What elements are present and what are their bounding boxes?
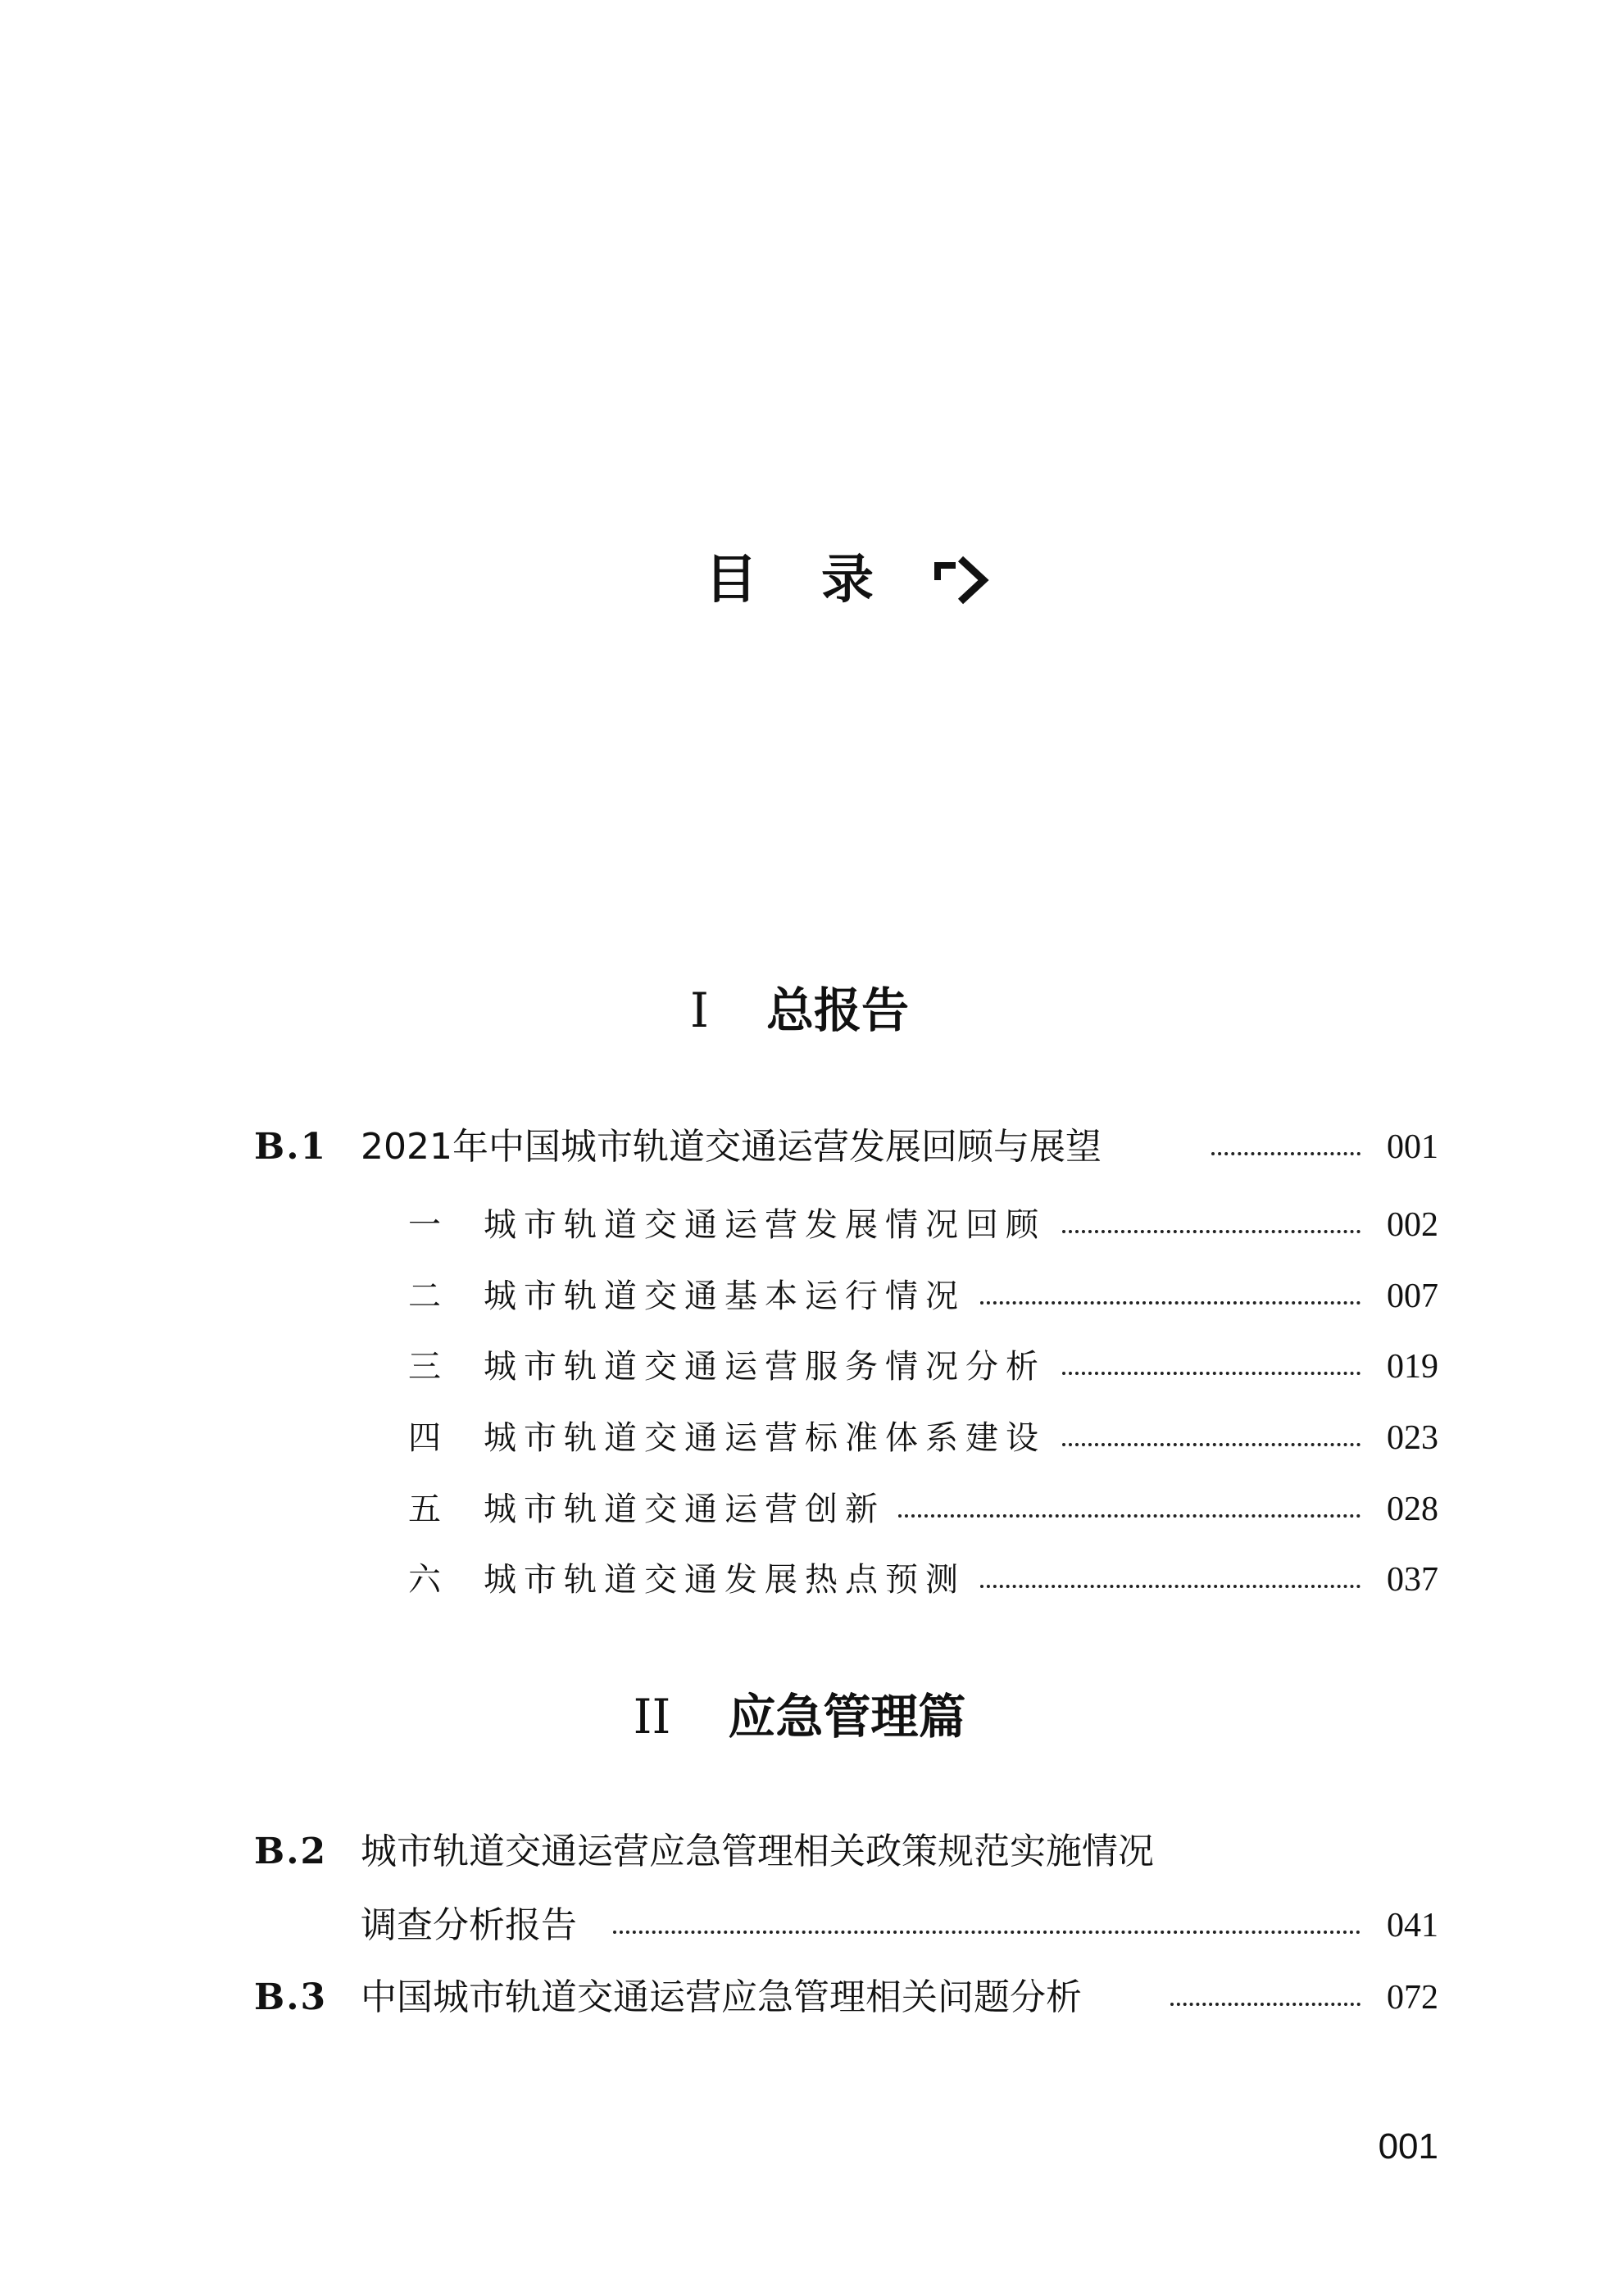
part-numeral: I — [690, 982, 709, 1038]
dot-leader — [613, 1931, 1361, 1934]
toc-section[interactable] — [0, 1342, 1599, 1391]
section-title: 城市轨道交通运营标准体系建设 — [484, 1419, 1046, 1457]
entry-page: 041 — [1387, 1907, 1438, 1944]
part-numeral: II — [633, 1689, 671, 1745]
toc-entry-b2-cont[interactable] — [0, 1901, 1599, 1950]
section-number: 五 — [408, 1491, 441, 1528]
part-title-1 — [0, 982, 1599, 1039]
section-title: 城市轨道交通运营发展情况回顾 — [484, 1206, 1046, 1244]
dot-leader — [898, 1514, 1361, 1518]
dot-leader — [980, 1301, 1361, 1305]
section-page: 002 — [1387, 1206, 1438, 1244]
toc-section[interactable] — [0, 1413, 1599, 1463]
toc-section[interactable] — [0, 1485, 1599, 1534]
section-title: 城市轨道交通运营服务情况分析 — [484, 1348, 1046, 1386]
toc-entry-b1[interactable] — [0, 1123, 1599, 1172]
toc-entry-b2[interactable] — [0, 1827, 1599, 1876]
dot-leader — [1211, 1152, 1361, 1155]
entry-title: 城市轨道交通运营应急管理相关政策规范实施情况 — [361, 1831, 1154, 1872]
toc-section[interactable] — [0, 1200, 1599, 1250]
toc-entry-b3[interactable] — [0, 1973, 1599, 2022]
section-page: 028 — [1387, 1491, 1438, 1528]
section-number: 三 — [408, 1348, 441, 1386]
entry-label: B.2 — [254, 1831, 328, 1872]
section-number: 四 — [408, 1419, 441, 1457]
section-page: 023 — [1387, 1419, 1438, 1457]
section-number: 一 — [408, 1206, 441, 1244]
section-page: 007 — [1387, 1277, 1438, 1315]
part-title-2 — [0, 1688, 1599, 1745]
section-page: 019 — [1387, 1348, 1438, 1386]
section-page: 037 — [1387, 1561, 1438, 1599]
corner-arrow-icon — [931, 556, 990, 605]
toc-section[interactable] — [0, 1555, 1599, 1604]
section-title: 城市轨道交通基本运行情况 — [484, 1277, 965, 1315]
entry-label: B.1 — [254, 1126, 328, 1168]
entry-label: B.3 — [254, 1976, 328, 2018]
dot-leader — [1062, 1443, 1361, 1446]
section-title: 城市轨道交通运营创新 — [484, 1491, 885, 1528]
part-heading: 应急管理篇 — [728, 1689, 966, 1745]
page-title — [705, 547, 990, 613]
entry-page: 072 — [1387, 1979, 1438, 2017]
footer-page-number: 001 — [1378, 2126, 1438, 2167]
entry-title: 中国城市轨道交通运营应急管理相关问题分析 — [361, 1976, 1082, 2018]
dot-leader — [1062, 1372, 1361, 1375]
section-title: 城市轨道交通发展热点预测 — [484, 1561, 965, 1599]
entry-title-continued: 调查分析报告 — [361, 1904, 577, 1946]
entry-title: 2021年中国城市轨道交通运营发展回顾与展望 — [361, 1126, 1102, 1168]
dot-leader — [1062, 1230, 1361, 1233]
part-heading: 总报告 — [765, 982, 909, 1038]
entry-page: 001 — [1387, 1128, 1438, 1166]
toc-section[interactable] — [0, 1272, 1599, 1321]
title-char-mu: 目 — [705, 550, 757, 610]
dot-leader — [980, 1585, 1361, 1588]
section-number: 六 — [408, 1561, 441, 1599]
title-char-lu: 录 — [821, 550, 874, 610]
section-number: 二 — [408, 1277, 441, 1315]
dot-leader — [1170, 2003, 1361, 2006]
